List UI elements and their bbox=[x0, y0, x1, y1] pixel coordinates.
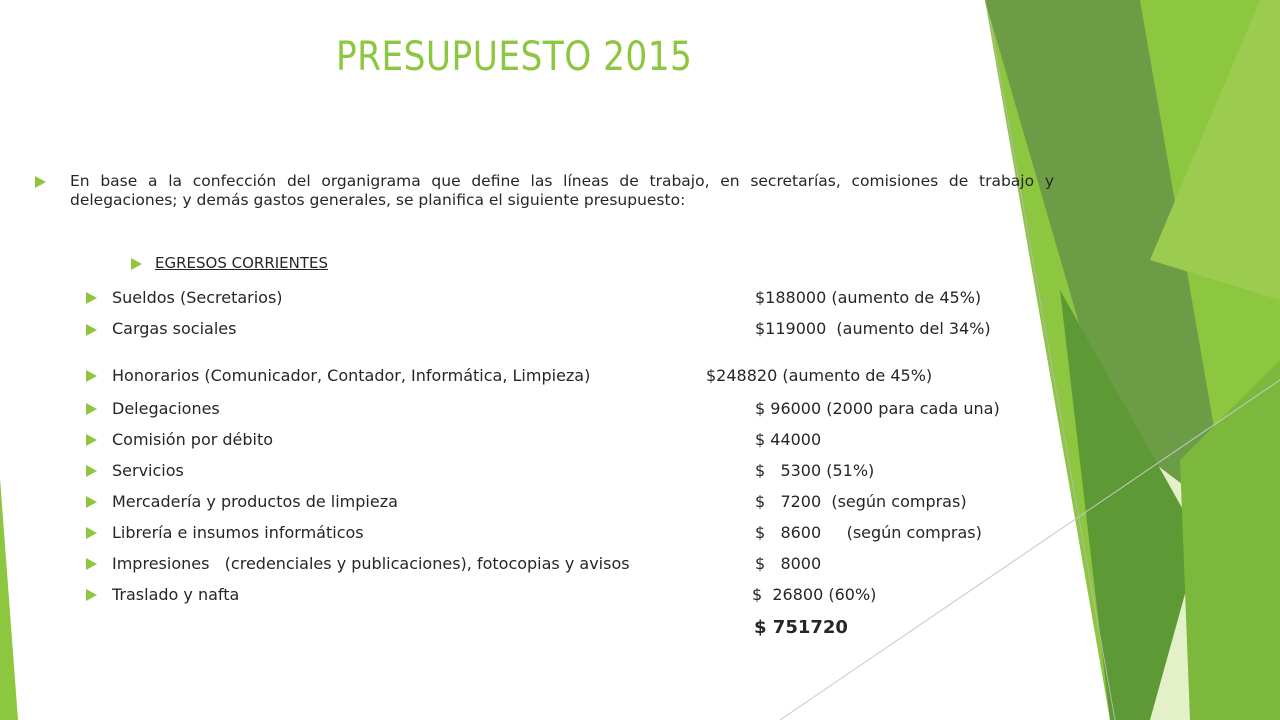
bullet-arrow-icon bbox=[86, 403, 97, 415]
item-amount: $ 5300 (51%) bbox=[755, 461, 875, 480]
bullet-arrow-icon bbox=[86, 496, 97, 508]
item-amount: $ 96000 (2000 para cada una) bbox=[755, 399, 1000, 418]
bullet-arrow-icon bbox=[131, 258, 142, 270]
item-amount: $119000 (aumento del 34%) bbox=[755, 319, 991, 338]
item-amount: $248820 (aumento de 45%) bbox=[706, 366, 933, 385]
item-label: Cargas sociales bbox=[112, 319, 237, 338]
item-amount: $188000 (aumento de 45%) bbox=[755, 288, 982, 307]
page-title: PRESUPUESTO 2015 bbox=[336, 34, 693, 80]
item-label: Servicios bbox=[112, 461, 184, 480]
item-amount: $ 8000 bbox=[755, 554, 822, 573]
item-amount: $ 44000 bbox=[755, 430, 822, 449]
section-title: EGRESOS CORRIENTES bbox=[155, 254, 329, 272]
bullet-arrow-icon bbox=[86, 434, 97, 446]
left-green-shard bbox=[0, 478, 18, 720]
bullet-arrow-icon bbox=[86, 292, 97, 304]
item-label: Honorarios (Comunicador, Contador, Informática, Limpieza) bbox=[112, 366, 591, 385]
intro-paragraph: En base a la confección del organigrama que define las líneas de trabajo, en secretarías, comisiones de trabajo y delegaciones; y demás gastos generales, se planifica el siguiente presupuesto: bbox=[70, 172, 1054, 209]
item-label: Delegaciones bbox=[112, 399, 220, 418]
item-amount: $ 26800 (60%) bbox=[752, 585, 877, 604]
bullet-arrow-icon bbox=[35, 176, 46, 188]
item-label: Comisión por débito bbox=[112, 430, 274, 449]
item-label: Mercadería y productos de limpieza bbox=[112, 492, 398, 511]
budget-total: $ 751720 bbox=[754, 617, 848, 638]
bullet-arrow-icon bbox=[86, 558, 97, 570]
item-label: Sueldos (Secretarios) bbox=[112, 288, 283, 307]
item-amount: $ 7200 (según compras) bbox=[755, 492, 967, 511]
item-label: Impresiones (credenciales y publicaciones), fotocopias y avisos bbox=[112, 554, 630, 573]
bullet-arrow-icon bbox=[86, 527, 97, 539]
bullet-arrow-icon bbox=[86, 370, 97, 382]
bullet-arrow-icon bbox=[86, 589, 97, 601]
bullet-arrow-icon bbox=[86, 324, 97, 336]
item-label: Librería e insumos informáticos bbox=[112, 523, 364, 542]
bullet-arrow-icon bbox=[86, 465, 97, 477]
item-amount: $ 8600 (según compras) bbox=[755, 523, 982, 542]
item-label: Traslado y nafta bbox=[112, 585, 240, 604]
